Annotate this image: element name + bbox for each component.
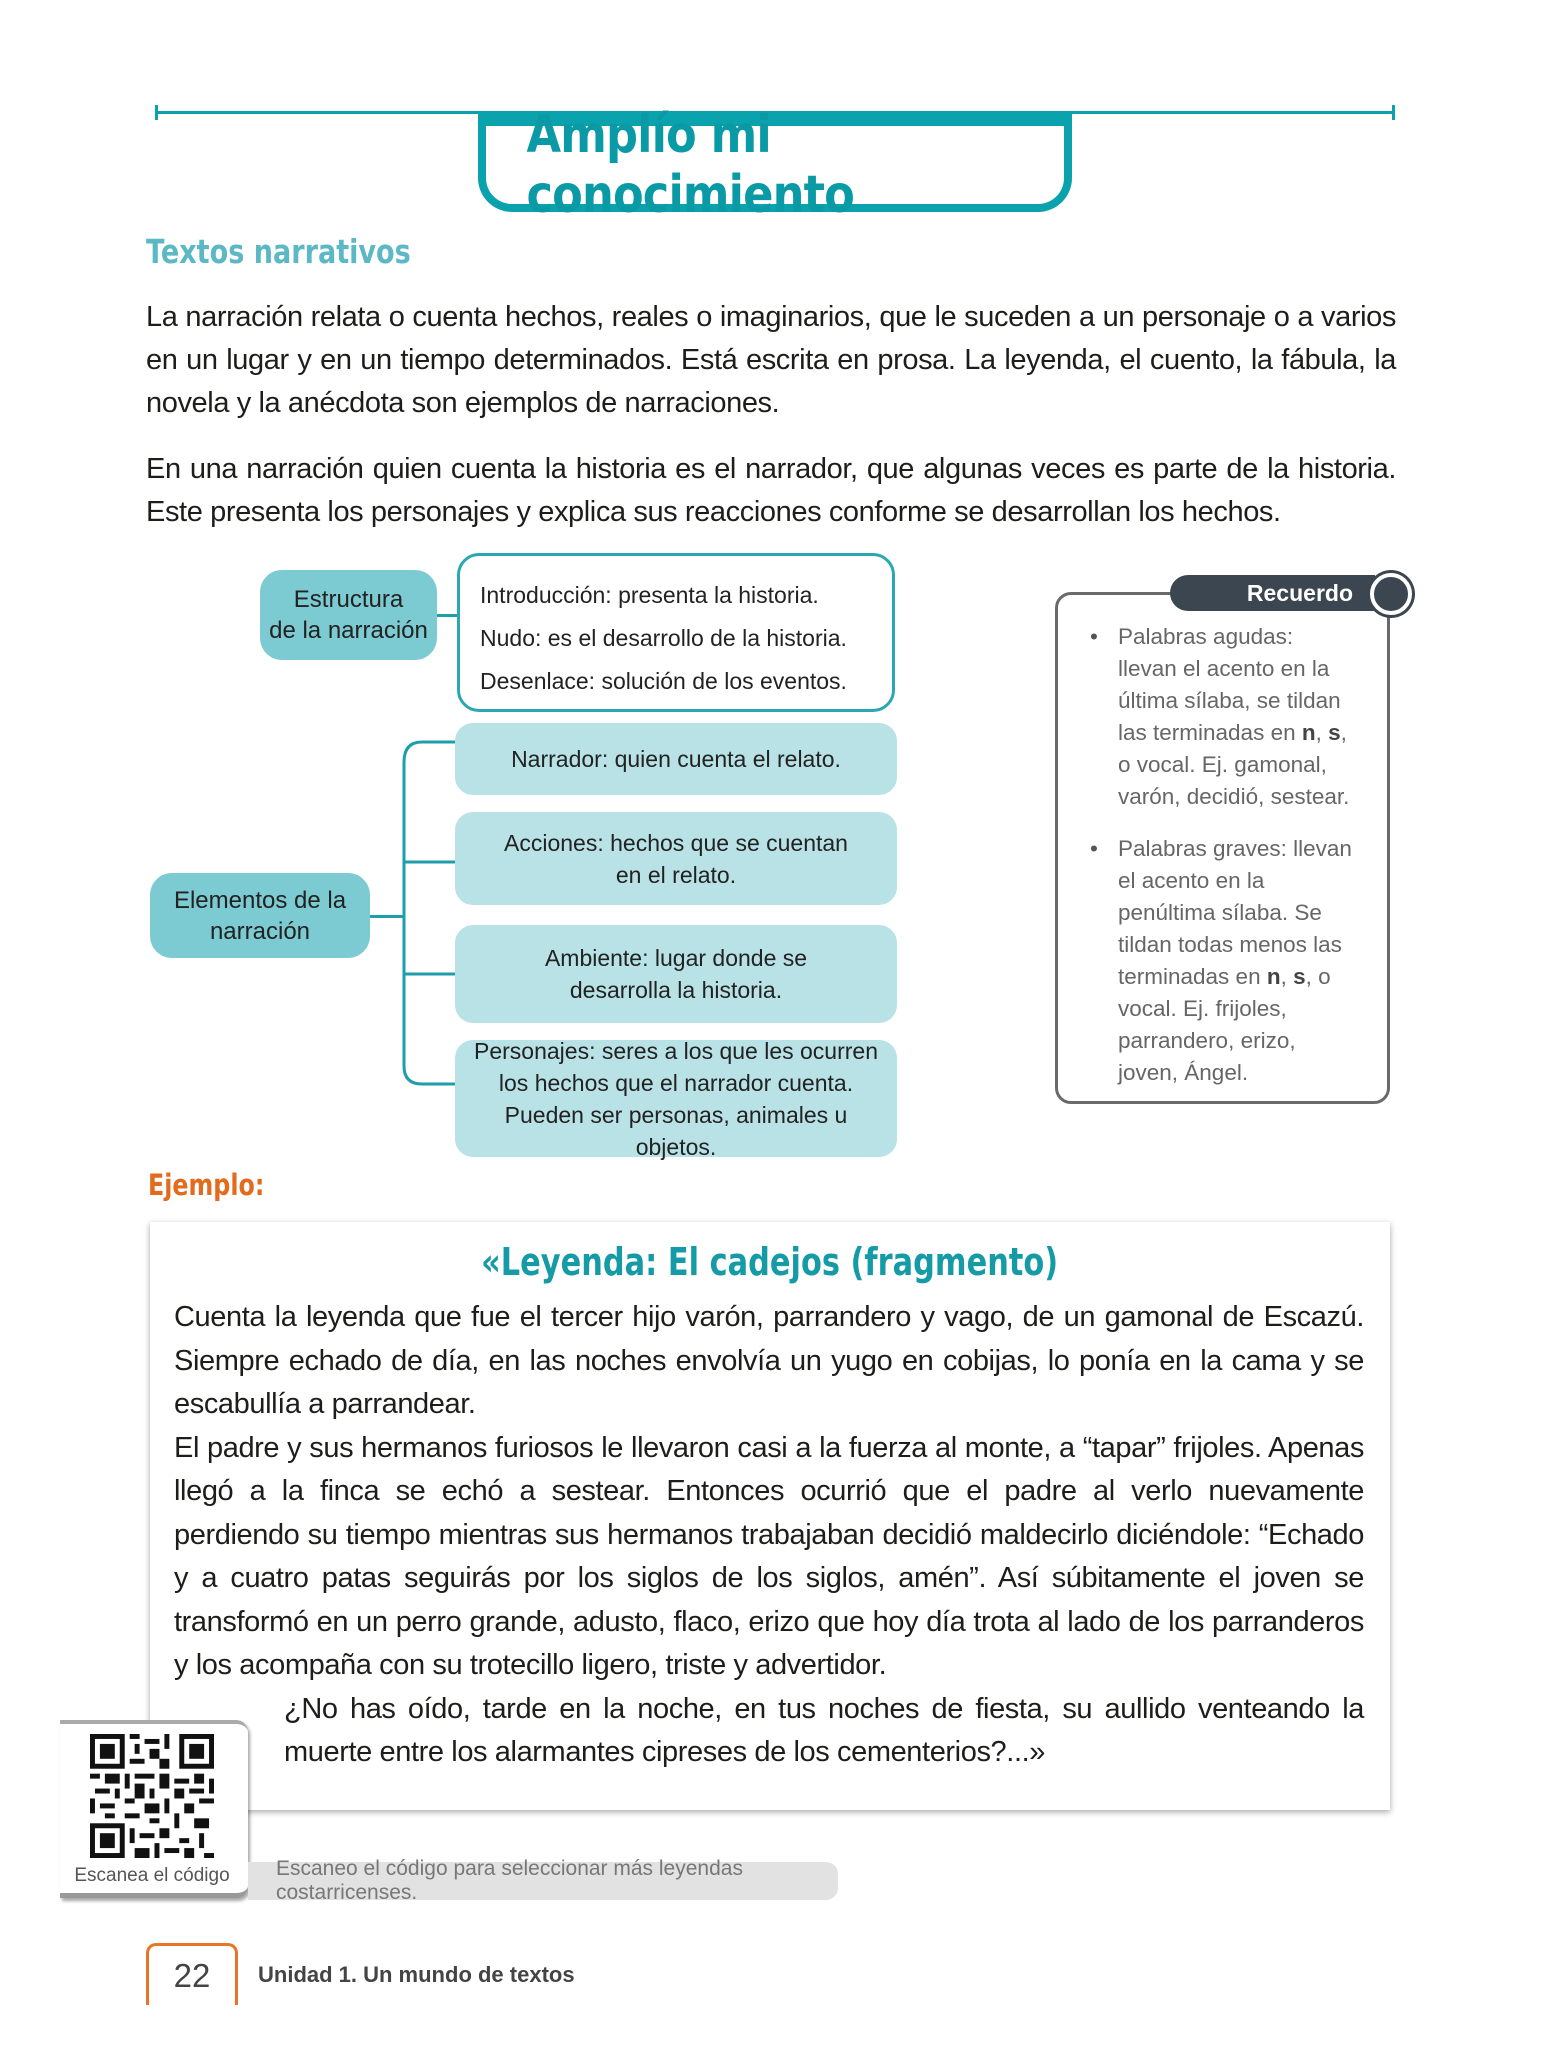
section-heading: Textos narrativos xyxy=(146,232,411,271)
recuerdo-text: Palabras graves: llevan el acento en la penúltima sílaba. Se tildan todas menos las terminadas en xyxy=(1118,836,1352,989)
bracket-line xyxy=(404,742,456,1084)
elements-node-line1: Elementos de la xyxy=(173,886,347,914)
structure-node-line2: de la narración xyxy=(269,617,428,644)
recuerdo-circle-icon xyxy=(1370,573,1412,615)
qr-label: Escanea el código xyxy=(74,1865,230,1886)
example-label: Ejemplo: xyxy=(148,1168,265,1202)
recuerdo-text: Palabras agudas: llevan el acento en la última sílaba, se tildan las terminadas en xyxy=(1118,624,1341,745)
recuerdo-item-agudas xyxy=(1088,621,1358,813)
bullet-icon: • xyxy=(1090,836,1098,861)
structure-item-desenlace: Desenlace: solución de los eventos. xyxy=(480,668,847,694)
element-narrador: Narrador: quien cuenta el relato. xyxy=(455,723,897,795)
recuerdo-bold: n xyxy=(1301,720,1316,745)
page-number: 22 xyxy=(146,1943,238,2005)
structure-node-line1: Estructura xyxy=(293,586,404,613)
recuerdo-bold: s xyxy=(1328,720,1341,745)
example-card xyxy=(150,1222,1390,1810)
recuerdo-text: , o vocal. Ej. frijoles, parrandero, erizo, joven, Ángel. xyxy=(1118,964,1331,1085)
intro-paragraph-1: La narración relata o cuenta hechos, reales o imaginarios, que le suceden a un personaje o a varios en un lugar y en un tiempo determinados. Está escrita en prosa. La leyenda, el cuento, la fábula, la novela y la anécdota son ejemplos de narraciones. xyxy=(146,301,1396,419)
intro-paragraph-2: En una narración quien cuenta la historia es el narrador, que algunas veces es parte de la historia. Este presenta los personajes y explica sus reacciones conforme se desarrollan los hechos. xyxy=(146,453,1396,528)
element-personajes: Personajes: seres a los que les ocurren los hechos que el narrador cuenta. Pueden ser personas, animales u objetos. xyxy=(455,1040,897,1157)
recuerdo-list xyxy=(1088,621,1358,1109)
example-paragraph-2: El padre y sus hermanos furiosos le llevaron casi a la fuerza al monte, a “tapar” frijoles. Apenas llegó a la finca se echó a sestear. Entonces ocurrió que el padre al verlo nuevamente perdiendo su tiempo mientras sus hermanos trabajaban decidió maldecirlo diciéndole: “Echado y a cuatro patas seguirás por los siglos de los siglos, amén”. Así súbitamente el joven se transformó en un perro grande, adusto, flaco, erizo que hoy día trota al lado de los parranderos y los acompaña con su trotecillo ligero, triste y advertidor. xyxy=(174,1431,1364,1681)
recuerdo-item-graves xyxy=(1088,833,1358,1089)
rule-cap-right xyxy=(1392,105,1395,120)
example-paragraph-1: Cuenta la leyenda que fue el tercer hijo varón, parrandero y vago, de un gamonal de Escazú. Siempre echado de día, en las noches envolvía un yugo en cobijas, lo ponía en la cama y se escabullía a parrandear. xyxy=(174,1301,1364,1420)
structure-node xyxy=(260,570,437,660)
banner-title-tab xyxy=(478,105,1072,225)
recuerdo-text: , o vocal. Ej. gamonal, varón, decidió, sestear. xyxy=(1118,720,1350,809)
structure-box xyxy=(457,553,895,712)
banner-title: Amplío mi conocimiento xyxy=(526,105,854,225)
qr-caption: Escaneo el código para seleccionar más leyendas costarricenses. xyxy=(248,1862,838,1900)
example-paragraph-3: ¿No has oído, tarde en la noche, en tus noches de fiesta, su aullido venteando la muerte entre los alarmantes cipreses de los cementerios?...» xyxy=(284,1692,1364,1768)
elements-node-line2: narración xyxy=(209,917,311,945)
structure-item-introduccion: Introducción: presenta la historia. xyxy=(480,582,819,608)
elements-connector xyxy=(370,915,404,918)
recuerdo-title-tab xyxy=(1170,575,1375,611)
recuerdo-text: , xyxy=(1280,964,1294,989)
example-body xyxy=(174,1296,1364,1775)
recuerdo-box xyxy=(1055,592,1390,1104)
rule-cap-left xyxy=(155,105,158,120)
qr-card[interactable] xyxy=(60,1720,248,1898)
element-ambiente: Ambiente: lugar donde se desarrolla la historia. xyxy=(455,925,897,1023)
recuerdo-bold: n xyxy=(1266,964,1281,989)
elements-node xyxy=(150,873,370,958)
recuerdo-bold: s xyxy=(1293,964,1306,989)
recuerdo-text: , xyxy=(1315,720,1329,745)
element-acciones: Acciones: hechos que se cuentan en el relato. xyxy=(455,812,897,905)
bullet-icon: • xyxy=(1090,624,1098,649)
unit-label: Unidad 1. Un mundo de textos xyxy=(258,1962,575,1987)
structure-connector xyxy=(437,614,457,617)
example-title: «Leyenda: El cadejos (fragmento) xyxy=(481,1240,1059,1284)
qr-code-icon[interactable] xyxy=(90,1734,214,1858)
recuerdo-title: Recuerdo xyxy=(1246,579,1353,606)
elements-bracket xyxy=(400,740,460,1100)
example-title-wrap xyxy=(150,1240,1390,1284)
structure-item-nudo: Nudo: es el desarrollo de la historia. xyxy=(480,625,847,651)
